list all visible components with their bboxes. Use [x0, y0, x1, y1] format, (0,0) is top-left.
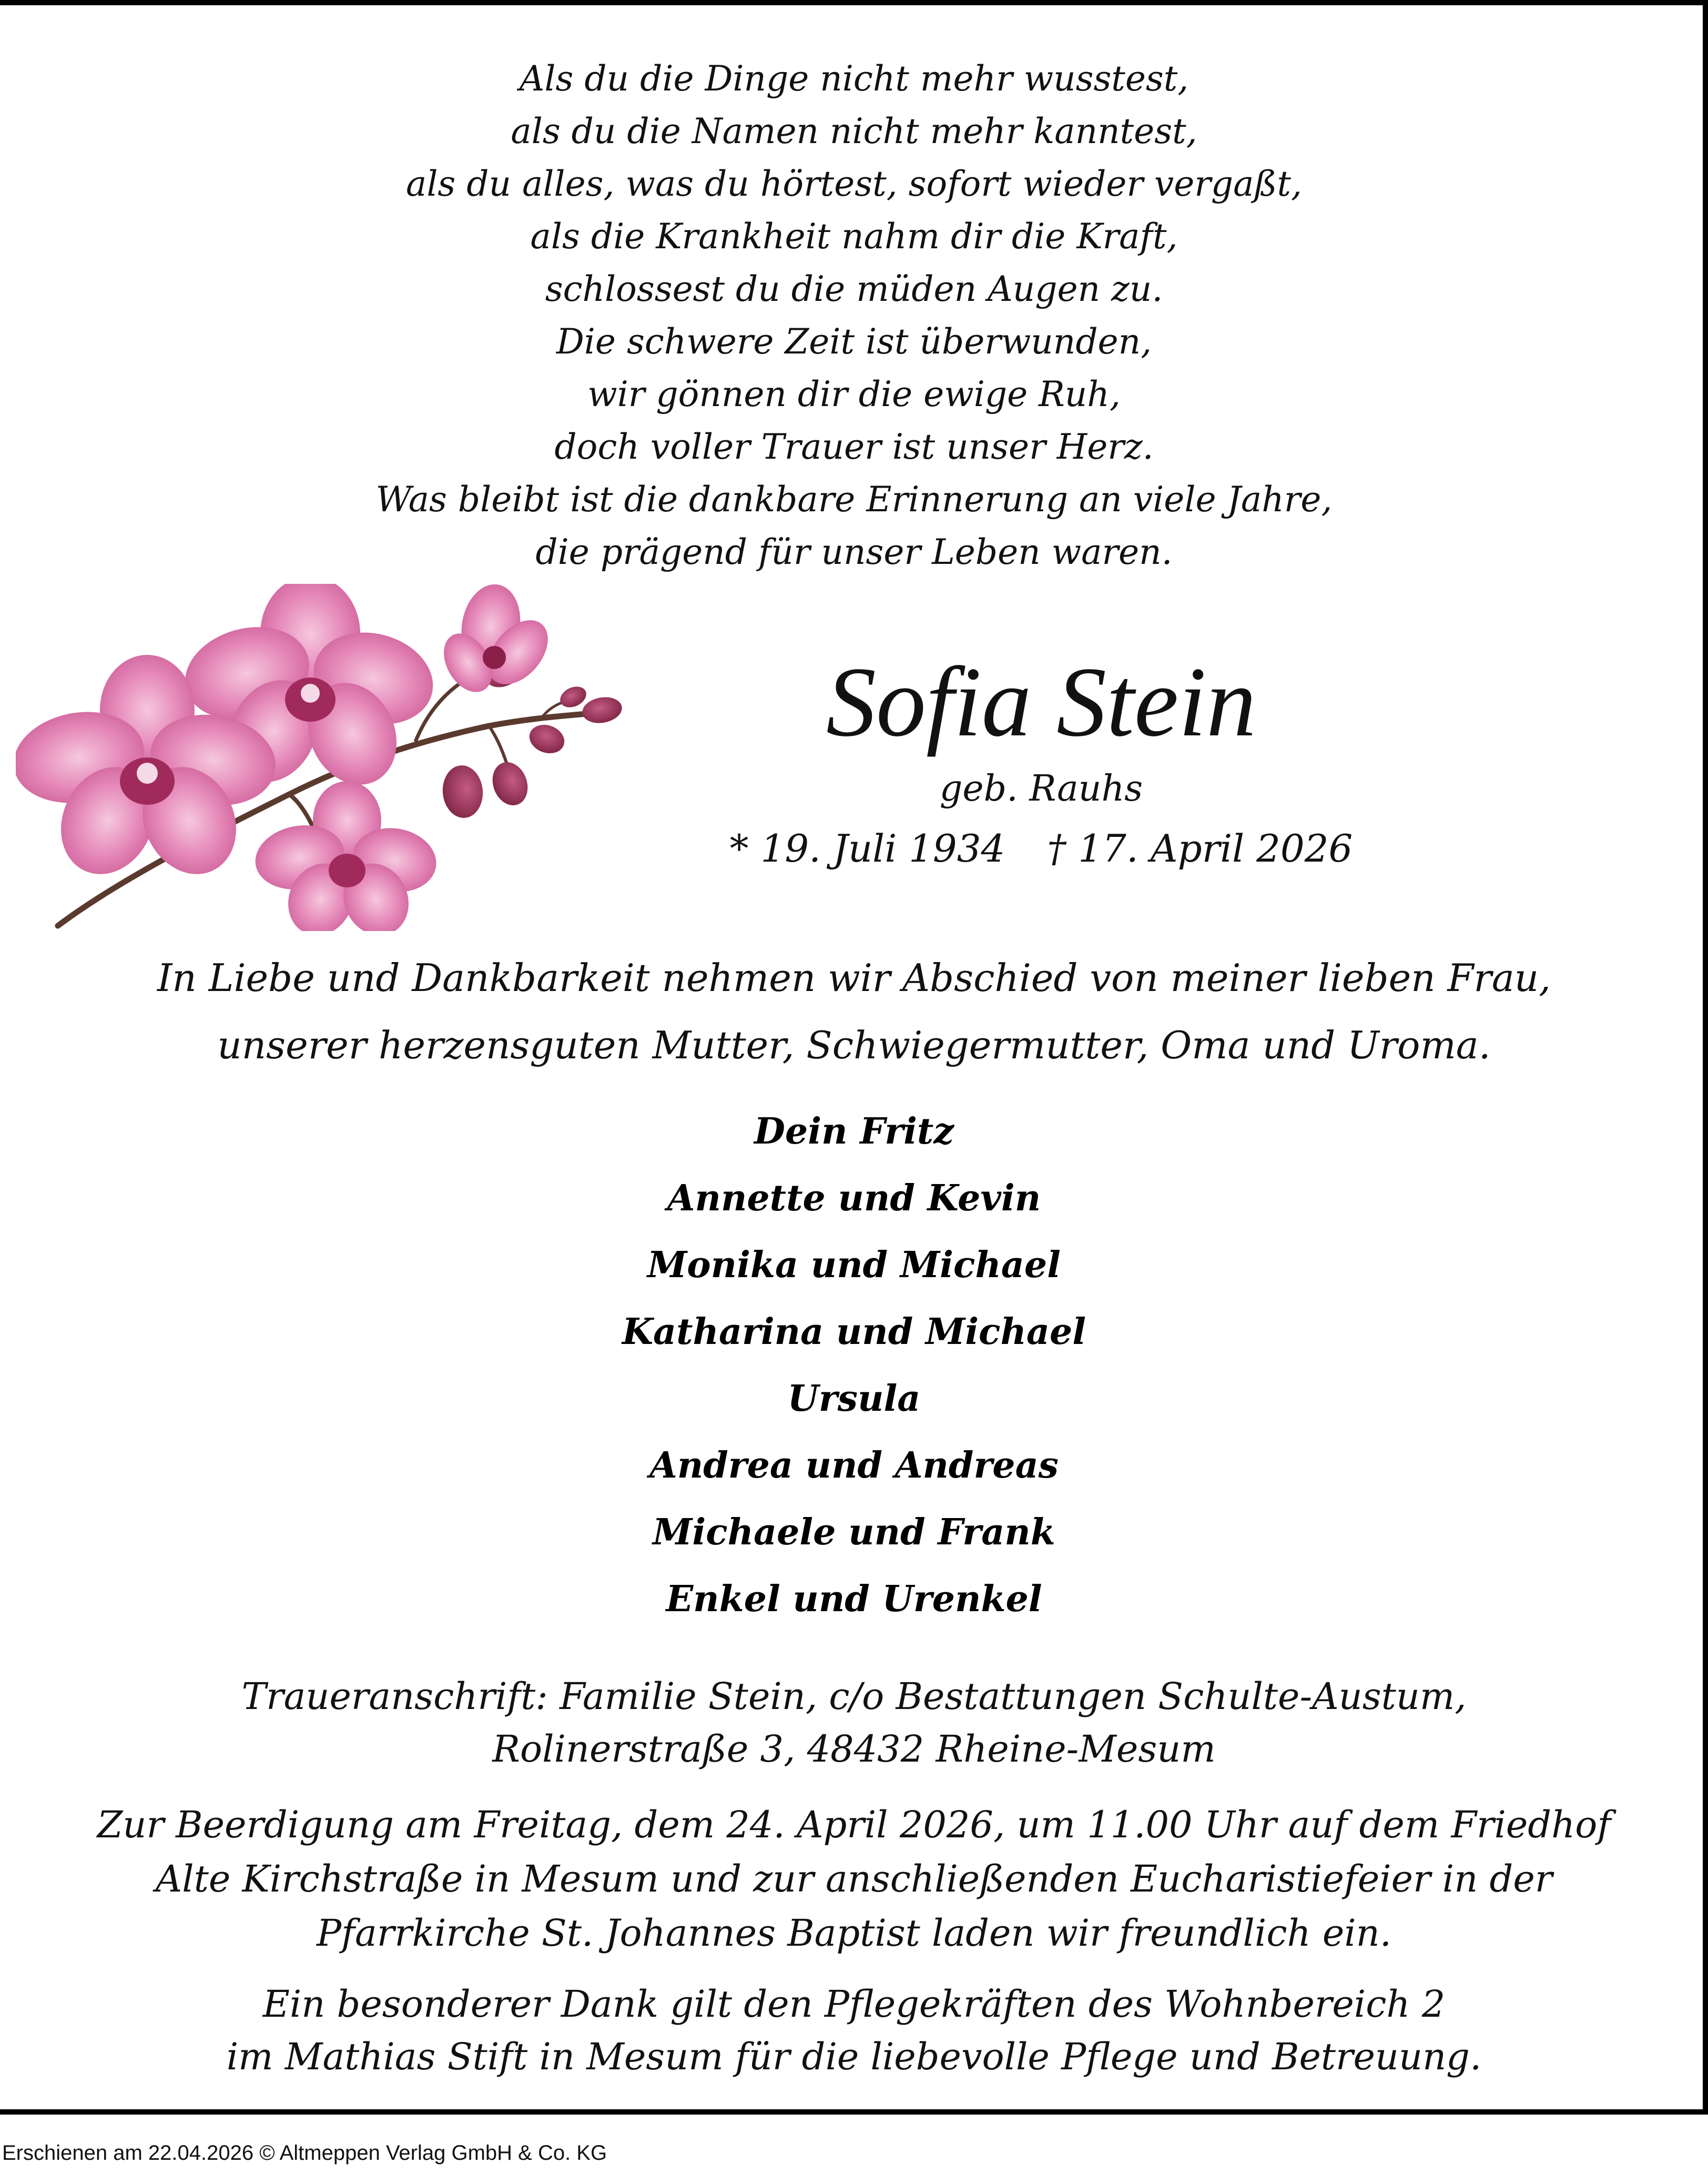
funeral-line: Zur Beerdigung am Freitag, dem 24. April 2026, um 11.00 Uhr auf dem Friedhof [97, 1803, 1611, 1846]
poem-line: als du die Namen nicht mehr kanntest, [511, 111, 1197, 151]
orchid-branch-icon [16, 584, 647, 931]
poem-line: als die Krankheit nahm dir die Kraft, [530, 216, 1178, 257]
family-member: Ursula [787, 1378, 921, 1420]
poem [0, 53, 1708, 579]
poem-line: doch voller Trauer ist unser Herz. [554, 427, 1154, 467]
family-member: Katharina und Michael [622, 1311, 1086, 1353]
funeral-notice [0, 1798, 1708, 1960]
thanks-line: Ein besonderer Dank gilt den Pflegekräften des Wohnbereich 2 [262, 1983, 1446, 2026]
poem-line: schlossest du die müden Augen zu. [545, 269, 1163, 309]
poem-line: als du alles, was du hörtest, sofort wieder vergaßt, [405, 164, 1303, 204]
deceased-name: Sofia Stein [826, 647, 1256, 757]
address-line: Rolinerstraße 3, 48432 Rheine-Mesum [492, 1727, 1216, 1771]
poem-line: Als du die Dinge nicht mehr wusstest, [519, 58, 1189, 99]
birth-date: * 19. Juli 1934 [729, 826, 1005, 871]
publication-footer: Erschienen am 22.04.2026 © Altmeppen Verlag GmbH & Co. KG [2, 2141, 607, 2165]
farewell-intro [0, 944, 1708, 1079]
family-member: Monika und Michael [647, 1244, 1061, 1286]
family-member: Annette und Kevin [667, 1177, 1041, 1219]
family-member: Michaele und Frank [653, 1511, 1055, 1553]
address-line: Traueranschrift: Familie Stein, c/o Bestattungen Schulte-Austum, [241, 1675, 1467, 1718]
family-member: Andrea und Andreas [649, 1444, 1059, 1487]
mourning-address [0, 1670, 1708, 1775]
life-dates [673, 825, 1409, 872]
poem-line: Die schwere Zeit ist überwunden, [556, 321, 1152, 362]
thanks-note [0, 1978, 1708, 2083]
family-member: Enkel und Urenkel [666, 1578, 1042, 1620]
intro-line: unserer herzensguten Mutter, Schwiegermutter, Oma und Uroma. [217, 1023, 1491, 1067]
family-member: Dein Fritz [754, 1110, 954, 1152]
intro-line: In Liebe und Dankbarkeit nehmen wir Abschied von meiner lieben Frau, [157, 956, 1551, 1000]
death-date: † 17. April 2026 [1047, 826, 1353, 871]
poem-line: Was bleibt ist die dankbare Erinnerung an viele Jahre, [375, 479, 1333, 520]
thanks-line: im Mathias Stift in Mesum für die liebevolle Pflege und Betreuung. [226, 2035, 1482, 2078]
funeral-line: Alte Kirchstraße in Mesum und zur anschließenden Eucharistiefeier in der [155, 1857, 1553, 1900]
poem-line: die prägend für unser Leben waren. [535, 532, 1173, 572]
family-list [0, 1098, 1708, 1633]
birth-name: geb. Rauhs [939, 768, 1143, 810]
funeral-line: Pfarrkirche St. Johannes Baptist laden wir freundlich ein. [316, 1912, 1391, 1955]
poem-line: wir gönnen dir die ewige Ruh, [587, 374, 1121, 414]
